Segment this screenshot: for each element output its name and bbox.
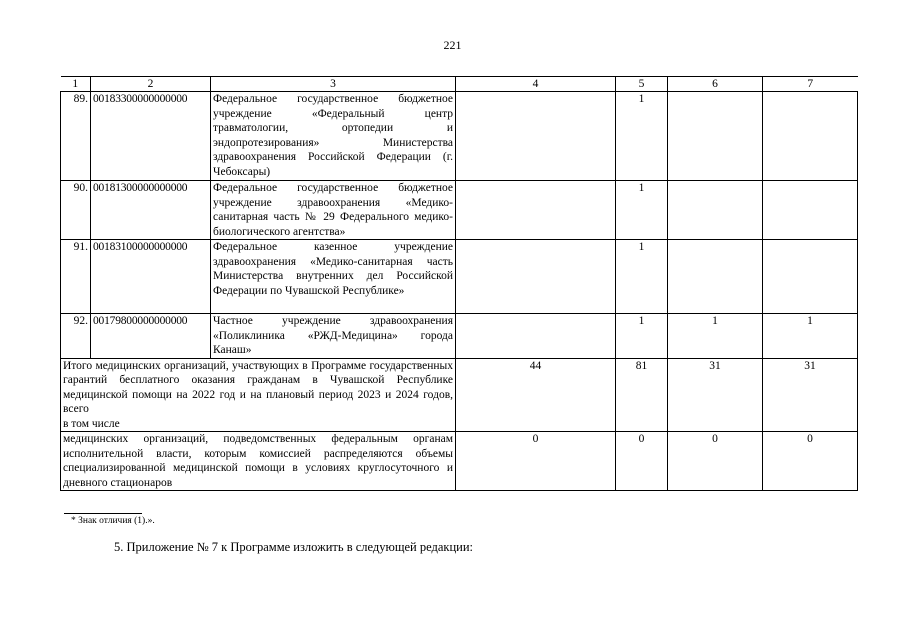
row-code: 00183300000000000 <box>91 92 211 181</box>
row-name: Федеральное казенное учреждение здравоохранения «Медико-санитарная часть Министерства внутренних дел Российской Федерации по Чувашской Республике» <box>211 240 456 314</box>
row-col5: 1 <box>616 314 668 359</box>
row-col7 <box>763 92 858 181</box>
organizations-table <box>60 76 858 491</box>
row-col4 <box>456 92 616 181</box>
total-label-tail: в том числе <box>63 417 120 430</box>
row-col5: 1 <box>616 181 668 240</box>
row-number: 90. <box>61 181 91 240</box>
footnote: * Знак отличия (1).». <box>71 516 155 526</box>
body-paragraph: 5. Приложение № 7 к Программе изложить в следующей редакции: <box>114 540 473 554</box>
subtotal-col4: 0 <box>456 432 616 491</box>
row-col7: 1 <box>763 314 858 359</box>
row-number: 89. <box>61 92 91 181</box>
total-row <box>61 358 858 432</box>
header-cell: 7 <box>763 77 858 92</box>
header-cell: 3 <box>211 77 456 92</box>
row-code: 00183100000000000 <box>91 240 211 314</box>
row-number: 91. <box>61 240 91 314</box>
row-col4 <box>456 240 616 314</box>
header-cell: 1 <box>61 77 91 92</box>
row-col4 <box>456 181 616 240</box>
total-label <box>61 358 456 432</box>
table-row <box>61 240 858 314</box>
table-row <box>61 92 858 181</box>
row-col7 <box>763 181 858 240</box>
row-name: Федеральное государственное бюджетное учреждение здравоохранения «Медико-санитарная часть № 29 Федерального медико-биологического агентства» <box>211 181 456 240</box>
total-col7: 31 <box>763 358 858 432</box>
header-cell: 6 <box>668 77 763 92</box>
row-number: 92. <box>61 314 91 359</box>
header-cell: 2 <box>91 77 211 92</box>
header-row <box>61 77 858 92</box>
subtotal-row <box>61 432 858 491</box>
total-col5: 81 <box>616 358 668 432</box>
footnote-separator <box>64 513 142 514</box>
subtotal-col6: 0 <box>668 432 763 491</box>
row-code: 00181300000000000 <box>91 181 211 240</box>
row-col7 <box>763 240 858 314</box>
table-row <box>61 181 858 240</box>
row-col5: 1 <box>616 92 668 181</box>
row-col6 <box>668 181 763 240</box>
row-col6 <box>668 92 763 181</box>
total-col4: 44 <box>456 358 616 432</box>
subtotal-col7: 0 <box>763 432 858 491</box>
header-cell: 4 <box>456 77 616 92</box>
table-row <box>61 314 858 359</box>
page-number: 221 <box>443 38 462 52</box>
row-col6 <box>668 240 763 314</box>
subtotal-label: медицинских организаций, подведомственных федеральным органам исполнительной власти, которым комиссией распределяются объемы специализированной медицинской помощи в условиях круглосуточного и дневного стационаров <box>61 432 456 491</box>
row-code: 00179800000000000 <box>91 314 211 359</box>
total-col6: 31 <box>668 358 763 432</box>
total-label-text: Итого медицинских организаций, участвующих в Программе государственных гарантий бесплатного оказания гражданам в Чувашской Республике медицинской помощи на 2022 год и на плановый период 2023 и 2024 годов, всего <box>63 359 453 415</box>
row-name: Частное учреждение здравоохранения «Поликлиника «РЖД-Медицина» города Канаш» <box>211 314 456 359</box>
row-col5: 1 <box>616 240 668 314</box>
row-col4 <box>456 314 616 359</box>
row-col6: 1 <box>668 314 763 359</box>
subtotal-col5: 0 <box>616 432 668 491</box>
header-cell: 5 <box>616 77 668 92</box>
row-name: Федеральное государственное бюджетное учреждение «Федеральный центр травматологии, ортопедии и эндопротезирования» Министерства здравоохранения Российской Федерации (г. Чебоксары) <box>211 92 456 181</box>
